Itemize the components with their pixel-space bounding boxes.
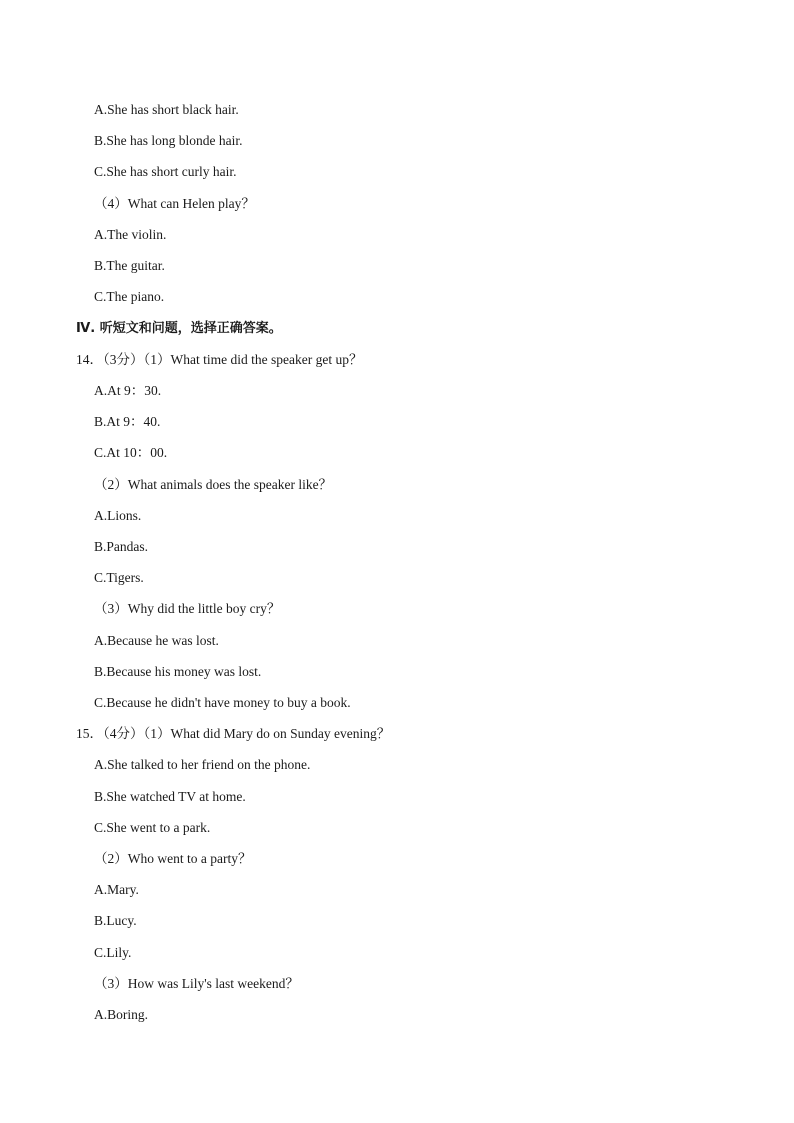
q13-part4-question: （4）What can Helen play？	[94, 196, 255, 211]
q15-part3-question: （3）How was Lily's last weekend？	[94, 976, 299, 991]
q14-part3-question: （3）Why did the little boy cry？	[94, 601, 281, 616]
q14-part3-option-b: B.Because his money was lost.	[94, 664, 262, 679]
q14-part2-option-a: A.Lions.	[94, 508, 142, 523]
q14-part2-question: （2）What animals does the speaker like？	[94, 477, 333, 492]
q14-part1-option-a: A.At 9：30.	[94, 383, 162, 398]
q13-part3-option-b: B.She has long blonde hair.	[94, 133, 243, 148]
q13-part4-option-b: B.The guitar.	[94, 258, 165, 273]
q13-part3-option-c: C.She has short curly hair.	[94, 164, 237, 179]
q15-part1-option-a: A.She talked to her friend on the phone.	[94, 757, 311, 772]
q15-part2-option-b: B.Lucy.	[94, 913, 137, 928]
q14-part1-question: 14．（3分）（1）What time did the speaker get up？	[76, 352, 363, 367]
q14-part1-option-b: B.At 9：40.	[94, 414, 161, 429]
q15-part2-option-a: A.Mary.	[94, 882, 139, 897]
q15-part1-option-b: B.She watched TV at home.	[94, 789, 246, 804]
q15-part2-question: （2）Who went to a party？	[94, 851, 252, 866]
q14-part3-option-c: C.Because he didn't have money to buy a book.	[94, 695, 351, 710]
q14-part2-option-b: B.Pandas.	[94, 539, 148, 554]
q13-part4-option-a: A.The violin.	[94, 227, 167, 242]
section-4-heading: Ⅳ. 听短文和问题，选择正确答案。	[76, 321, 282, 336]
q15-part2-option-c: C.Lily.	[94, 945, 132, 960]
q15-part3-option-a: A.Boring.	[94, 1007, 148, 1022]
q14-part2-option-c: C.Tigers.	[94, 570, 144, 585]
q15-part1-option-c: C.She went to a park.	[94, 820, 211, 835]
q14-part1-option-c: C.At 10：00.	[94, 445, 168, 460]
q15-part1-question: 15．（4分）（1）What did Mary do on Sunday evening？	[76, 726, 391, 741]
q13-part3-option-a: A.She has short black hair.	[94, 102, 239, 117]
q14-part3-option-a: A.Because he was lost.	[94, 633, 219, 648]
q13-part4-option-c: C.The piano.	[94, 289, 165, 304]
